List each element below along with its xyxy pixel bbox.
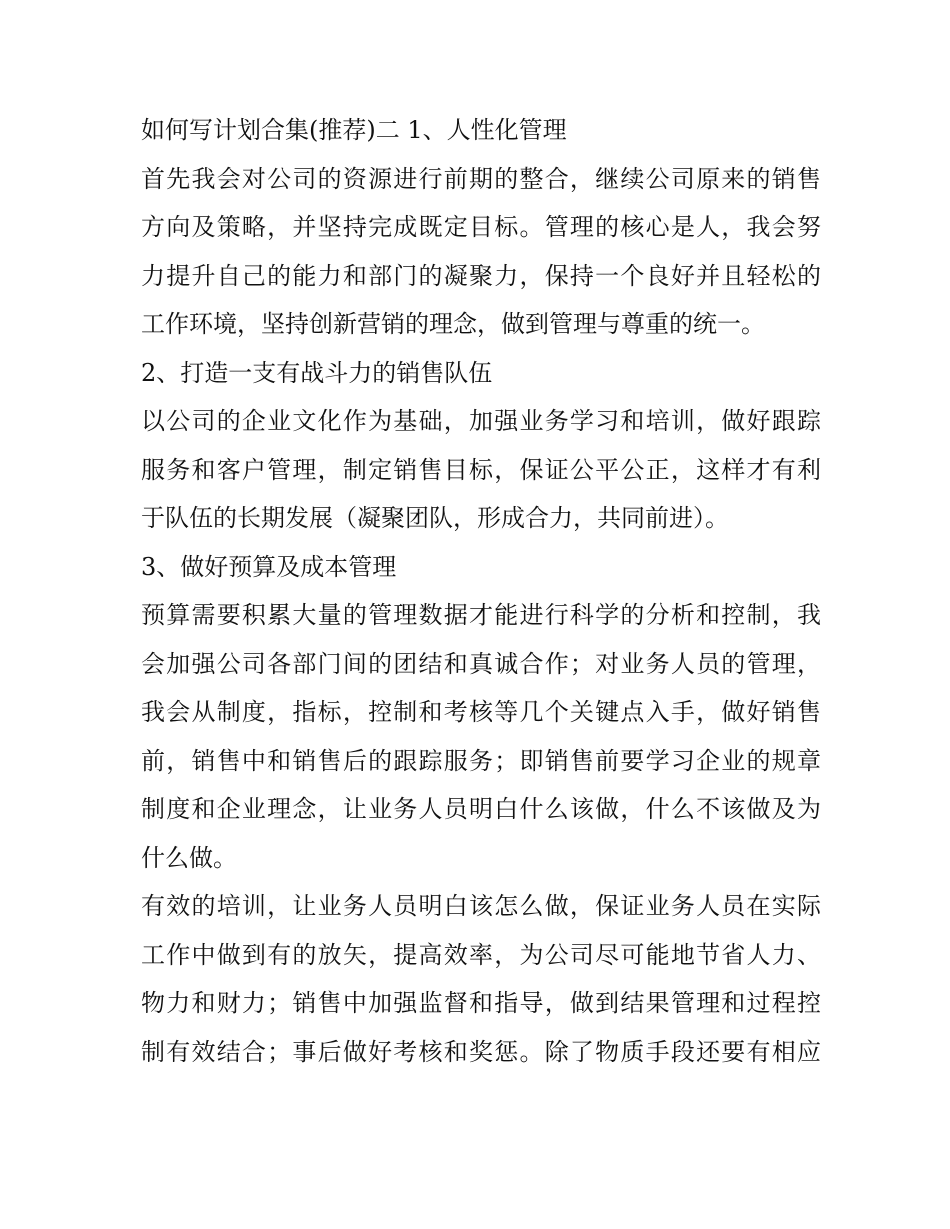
- text-line: 力提升自己的能力和部门的凝聚力，保持一个良好并且轻松的: [141, 261, 821, 290]
- text-line: 服务和客户管理，制定销售目标，保证公平公正，这样才有利: [141, 455, 821, 484]
- text-line: 我会从制度，指标，控制和考核等几个关键点入手，做好销售: [141, 698, 821, 726]
- text-line: 制有效结合；事后做好考核和奖惩。除了物质手段还要有相应: [141, 1037, 821, 1066]
- document-title: 如何写计划合集(推荐)二 1、人性化管理: [141, 116, 567, 144]
- text-line: 以公司的企业文化作为基础，加强业务学习和培训，做好跟踪: [141, 407, 821, 435]
- text-line: 首先我会对公司的资源进行前期的整合，继续公司原来的销售: [141, 164, 821, 193]
- text-line: 工作环境，坚持创新营销的理念，做到管理与尊重的统一。: [141, 310, 765, 338]
- text-line: 物力和财力；销售中加强监督和指导，做到结果管理和过程控: [141, 989, 821, 1017]
- text-line: 有效的培训，让业务人员明白该怎么做，保证业务人员在实际: [141, 892, 821, 920]
- section-heading: 3、做好预算及成本管理: [141, 552, 397, 581]
- document-body: [141, 106, 821, 1076]
- text-line: 制度和企业理念，让业务人员明白什么该做，什么不该做及为: [141, 795, 821, 823]
- section-heading: 2、打造一支有战斗力的销售队伍: [141, 358, 493, 387]
- text-line: 工作中做到有的放矢，提高效率，为公司尽可能地节省人力、: [141, 940, 821, 969]
- text-line: 前，销售中和销售后的跟踪服务；即销售前要学习企业的规章: [141, 746, 821, 775]
- text-line: 会加强公司各部门间的团结和真诚合作；对业务人员的管理，: [141, 649, 821, 678]
- text-line: 于队伍的长期发展（凝聚团队，形成合力，共同前进）。: [141, 504, 729, 532]
- text-line: 预算需要积累大量的管理数据才能进行科学的分析和控制，我: [141, 601, 821, 629]
- text-line: 方向及策略，并坚持完成既定目标。管理的核心是人，我会努: [141, 213, 821, 241]
- text-line: 什么做。: [141, 843, 237, 872]
